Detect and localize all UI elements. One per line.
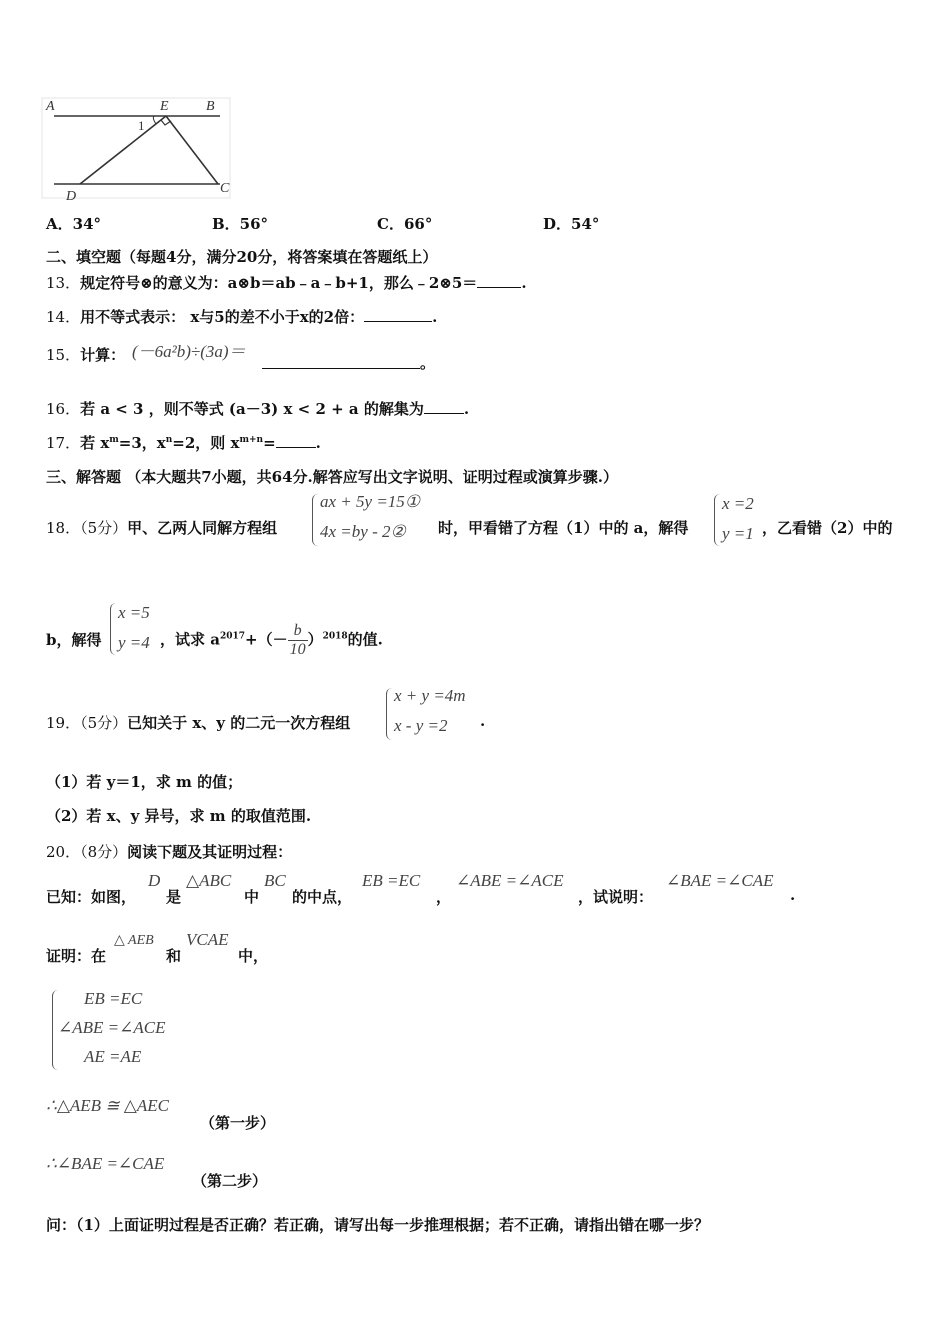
option-b: B．56° xyxy=(212,215,269,233)
q20-proof-tri1: △ AEB xyxy=(114,933,154,948)
q20-given-d-text: 的中点， xyxy=(292,888,353,906)
q20-sys2: ∠ABE =∠ACE xyxy=(58,1018,166,1037)
q20-sys1: EB =EC xyxy=(84,989,143,1008)
q17-text-a: 若 x xyxy=(80,434,110,452)
question-19 xyxy=(46,712,350,733)
q20-given-eq2: ∠ABE =∠ACE xyxy=(456,871,564,890)
label-e: E xyxy=(160,99,169,114)
question-15 xyxy=(46,344,125,365)
q17-sup-n: n xyxy=(165,435,173,445)
q20-given-b: 是 xyxy=(166,888,182,906)
q20-proof-a: 证明：在 xyxy=(46,947,107,965)
segment-ed xyxy=(80,116,166,184)
q17-text-d: = xyxy=(263,434,276,452)
q19-text1: 已知关于 x、y 的二元一次方程组 xyxy=(127,714,351,732)
question-score: （5分） xyxy=(80,714,128,732)
q18-text4: b，解得 xyxy=(46,631,102,649)
q20-given-eq1: EB =EC xyxy=(362,871,421,890)
q20-sys3: AE =AE xyxy=(84,1047,142,1066)
question-number: 18． xyxy=(46,519,81,537)
q18-solution2-brace xyxy=(110,603,117,655)
section-3-title: 三、解答题 （本大题共7小题，共64分.解答应写出文字说明、证明过程或演算步骤.） xyxy=(46,468,618,486)
q18-text5: ，试求 a xyxy=(160,630,220,649)
question-20 xyxy=(46,841,292,862)
question-number: 17． xyxy=(46,434,81,452)
answer-blank[interactable] xyxy=(424,399,464,414)
question-score: （5分） xyxy=(80,519,128,537)
q20-step2-label: （第二步） xyxy=(192,1172,268,1190)
q20-given-c: 中 xyxy=(244,888,260,906)
q15-end: 。 xyxy=(420,354,436,372)
q19-sub2: （2）若 x、y 异号，求 m 的取值范围. xyxy=(46,807,312,825)
q18-exp2: 2018 xyxy=(322,631,348,642)
q18-solution1-brace xyxy=(714,494,721,546)
question-number: 19． xyxy=(46,714,81,732)
q17-text-c: =2，则 x xyxy=(172,434,240,452)
option-d: D．54° xyxy=(543,215,600,233)
q20-step2: ∴∠BAE =∠CAE xyxy=(46,1154,165,1173)
label-b: B xyxy=(206,99,215,114)
question-number: 20． xyxy=(46,843,81,861)
question-prefix: 计算： xyxy=(80,346,126,364)
q18-sol1-x: x =2 xyxy=(722,494,754,513)
question-text: 若 a < 3 ，则不等式 (a－3) x < 2 + a 的解集为 xyxy=(80,400,424,418)
question-number: 15． xyxy=(46,346,81,364)
question-number: 16． xyxy=(46,400,81,418)
q19-system-brace xyxy=(386,688,393,740)
answer-blank[interactable] xyxy=(477,273,521,288)
q20-text1: 阅读下题及其证明过程： xyxy=(127,843,293,861)
answer-blank[interactable] xyxy=(276,433,316,448)
q20-step1-label: （第一步） xyxy=(200,1114,276,1132)
question-text: 规定符号⊗的意义为：a⊗b＝ab﹣a﹣b+1，那么﹣2⊗5＝ xyxy=(80,274,478,292)
q18-text3: ，乙看错（2）中的 xyxy=(762,519,893,537)
label-a: A xyxy=(46,99,55,114)
q18-text2: 时，甲看错了方程（1）中的 a，解得 xyxy=(438,519,689,537)
q20-proof-tri2: VCAE xyxy=(186,930,229,949)
question-16 xyxy=(46,398,469,419)
q15-answer-line[interactable] xyxy=(262,368,420,369)
question-17 xyxy=(46,432,321,453)
question-text: 用不等式表示： x与5的差不小于x的2倍： xyxy=(80,308,365,326)
question-14 xyxy=(46,306,437,327)
question-end: . xyxy=(463,400,470,418)
q19-end: . xyxy=(480,712,486,730)
question-number: 14． xyxy=(46,308,81,326)
q20-given-e: ， xyxy=(436,888,452,906)
label-c: C xyxy=(220,181,230,196)
fraction-numerator: b xyxy=(288,622,308,641)
label-d: D xyxy=(66,189,77,202)
q20-given-bc: BC xyxy=(264,871,286,890)
section-2-title: 二、填空题（每题4分，满分20分，将答案填在答题纸上） xyxy=(46,248,438,266)
question-end: . xyxy=(521,274,527,292)
option-a: A．34° xyxy=(46,215,102,233)
q20-step1: ∴△AEB ≅ △AEC xyxy=(46,1096,169,1115)
q20-given-d: D xyxy=(148,871,161,890)
fraction-denominator: 10 xyxy=(289,641,306,658)
segment-ec xyxy=(166,116,218,184)
question-end: . xyxy=(315,434,321,452)
q18-text8: 的值. xyxy=(347,630,383,649)
q15-expression: (－6a²b)÷(3a)＝ xyxy=(132,342,246,361)
q19-eq2: x - y =2 xyxy=(394,716,448,735)
question-13 xyxy=(46,272,527,293)
angle-arc xyxy=(153,116,156,124)
question-score: （8分） xyxy=(80,843,128,861)
q20-proof-b: 和 xyxy=(166,947,182,965)
answer-blank[interactable] xyxy=(364,307,432,322)
q18-text6: +（－ xyxy=(245,630,288,649)
geometry-figure xyxy=(40,92,240,202)
q20-given-g: . xyxy=(790,886,796,904)
figure-border xyxy=(42,98,230,198)
option-c: C．66° xyxy=(377,215,433,233)
q18-text1: 甲、乙两人同解方程组 xyxy=(127,519,278,537)
question-end: . xyxy=(432,308,438,326)
question-number: 13． xyxy=(46,274,81,292)
q17-sup-m: m xyxy=(109,435,119,445)
q18-system-brace xyxy=(312,494,319,546)
q18-fraction xyxy=(288,622,308,659)
q18-tail xyxy=(160,622,383,659)
q18-text7: ） xyxy=(307,630,323,649)
q17-sup-mn: m+n xyxy=(239,435,264,445)
q18-eq2: 4x =by - 2② xyxy=(320,522,406,541)
q20-given-eq3: ∠BAE =∠CAE xyxy=(666,871,774,890)
q20-ask: 问：（1）上面证明过程是否正确？若正确，请写出每一步推理根据；若不正确，请指出错在哪一步？ xyxy=(46,1216,709,1234)
q20-given-tri: △ABC xyxy=(186,871,232,890)
q18-eq1: ax + 5y =15① xyxy=(320,492,421,511)
q20-proof-c: 中， xyxy=(238,947,269,965)
q20-given-a: 已知：如图， xyxy=(46,888,137,906)
question-18-line1 xyxy=(46,517,277,538)
q17-text-b: =3，x xyxy=(118,434,166,452)
label-1: 1 xyxy=(138,118,145,133)
q18-sol2-y: y =4 xyxy=(118,633,150,652)
q19-eq1: x + y =4m xyxy=(394,686,466,705)
q19-sub1: （1）若 y＝1，求 m 的值； xyxy=(46,773,243,791)
q20-given-f: ，试说明： xyxy=(578,888,654,906)
q18-sol1-y: y =1 xyxy=(722,524,754,543)
q18-sol2-x: x =5 xyxy=(118,603,150,622)
q18-exp1: 2017 xyxy=(219,631,246,642)
